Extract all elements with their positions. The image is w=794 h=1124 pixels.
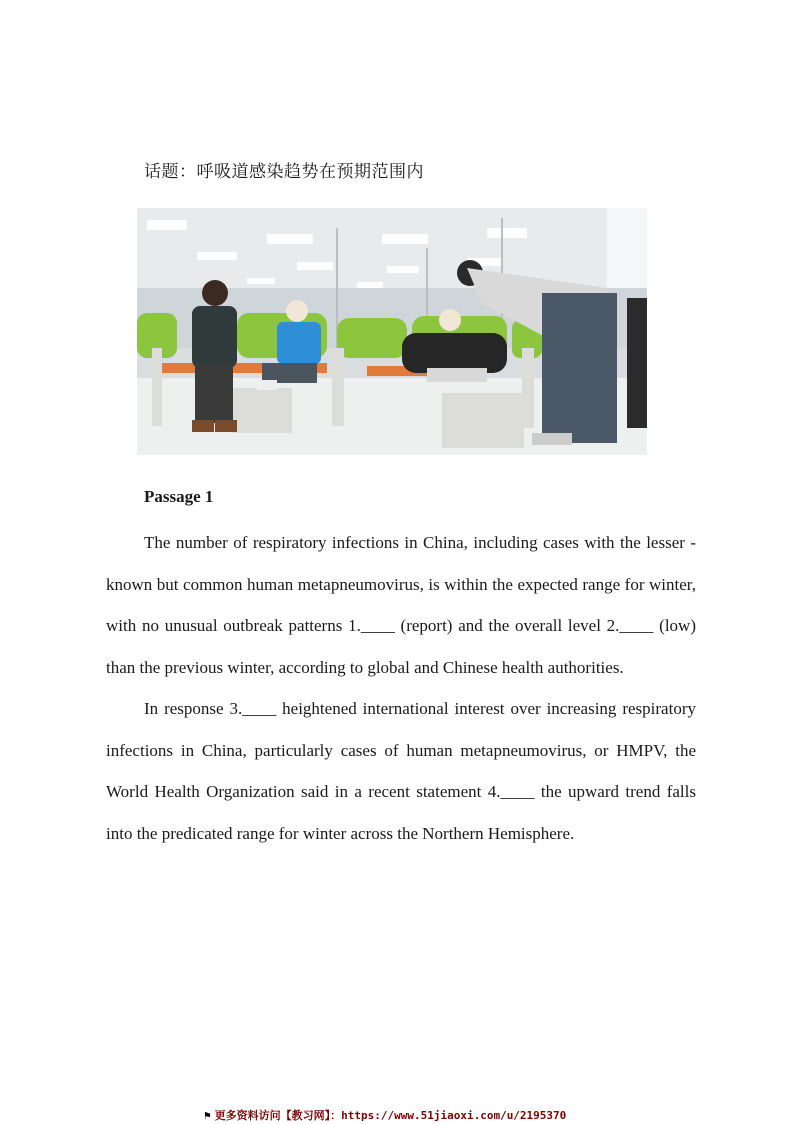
footer[interactable] [204, 1107, 566, 1123]
passage-heading: Passage 1 [144, 487, 214, 506]
flag-icon: ⚑ [204, 1109, 211, 1122]
passage-paragraph: The number of respiratory infections in China, including cases with the lesser - known but common human metapneumovirus, is within the expected range for winter, with no unusual outbreak patterns 1.____ (report) and the overall level 2.____ (low) than the previous winter, according to global and Chinese health authorities. [106, 533, 696, 677]
topic-title: 话题：呼吸道感染趋势在预期范围内 [144, 162, 424, 182]
footer-link-text[interactable]: 更多资料访问【教习网】：https://www.51jiaoxi.com/u/2195370 [214, 1109, 567, 1122]
hospital-illustration [137, 208, 647, 455]
passage-body [106, 522, 696, 854]
hospital-photo [137, 208, 647, 455]
passage-paragraph: In response 3.____ heightened international interest over increasing respiratory infections in China, particularly cases of human metapneumovirus, or HMPV, the World Health Organization said in a recent statement 4.____ the upward trend falls into the predicated range for winter across the Northern Hemisphere. [106, 699, 696, 843]
